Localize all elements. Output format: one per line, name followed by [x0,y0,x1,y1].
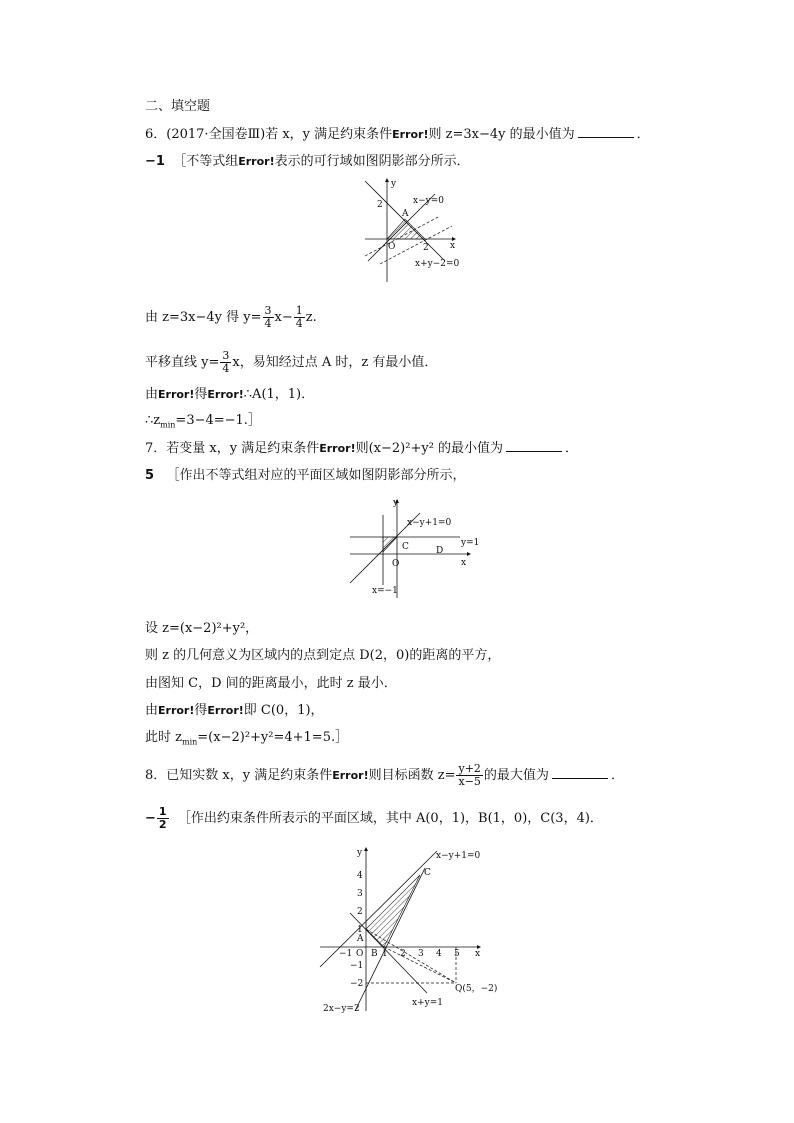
fraction [294,305,305,330]
fraction-numerator: 1 [158,805,167,818]
question-text: 若 x，y 满足约束条件 [265,127,393,142]
tick-x-3: 3 [418,949,424,959]
tick-y-4: 4 [357,871,363,881]
tick-x-minus-1: −1 [339,949,353,959]
fraction [263,305,274,330]
label-x: x [475,949,481,959]
label-x: x [450,241,456,251]
fraction-numerator: y+2 [458,762,481,775]
question-text: 则目标函数 z= [368,768,456,783]
solution-text: ［不等式组 [173,154,239,169]
figure-q7 [345,495,480,600]
q6-solution-line-1 [145,153,470,171]
error-marker: Error! [332,769,369,782]
figure-q6 [360,176,470,284]
label-l1: x−y+1=0 [436,851,481,861]
fraction-numerator: 3 [222,349,230,362]
q7-solution-line-2: 设 z=(x−2)²+y²， [145,621,259,636]
answer-blank [552,766,608,779]
error-marker: Error! [158,704,195,717]
subscript: min [160,420,176,430]
question-number: 8． [145,768,167,783]
q6-solution-line-5 [145,412,261,435]
q7-solution-line-4: 由图知 C，D 间的距离最小，此时 z 最小． [145,676,397,691]
label-A: A [357,934,364,944]
question-source: (2017·全国卷Ⅲ) [166,127,266,142]
question-text: 的最大值为 [483,768,549,783]
dashed-AQ [366,929,456,983]
q7-solution-line-5 [145,702,324,720]
answer-blank [506,439,562,452]
label-2-y: 2 [377,200,383,210]
tick-x-2: 2 [400,949,406,959]
solution-text: 由 [145,387,159,402]
question-end: ． [610,768,624,783]
error-marker: Error! [238,155,275,168]
fraction-denominator: 4 [222,362,230,375]
q8-solution-line-1 [145,806,603,831]
label-y: y [357,848,363,858]
answer: −1 [145,154,165,169]
question-end: ． [565,441,579,456]
label-O: O [356,949,364,959]
solution-text: 由 [145,703,159,718]
solution-text: 表示的可行域如图阴影部分所示． [274,154,470,169]
solution-text: 得 [194,703,208,718]
solution-text: 平移直线 y= [145,355,220,370]
question-text: 已知实数 x，y 满足约束条件 [166,768,333,783]
solution-text: ［作出约束条件所表示的平面区域，其中 A(0，1)，B(1，0)，C(3，4)． [177,811,603,826]
solution-text: z. [305,310,317,325]
label-y: y [393,498,399,508]
q6-solution-line-4 [145,386,314,404]
question-text: 则(x−2)²+y² 的最小值为 [355,441,504,456]
fraction [220,350,231,375]
fraction-numerator: 1 [295,304,303,317]
fraction-denominator: 2 [158,818,167,831]
label-y: y [391,179,397,189]
fraction-numerator: 3 [264,304,272,317]
tick-y-minus-1: −1 [350,961,364,971]
solution-text: 得 [194,387,208,402]
solution-text: 此时 z [145,730,182,745]
solution-text: 由 z=3x−4y 得 y= [145,310,262,325]
error-marker: Error! [207,704,244,717]
tick-y-1: 1 [357,925,363,935]
q7-solution-line-6 [145,729,348,752]
solution-text: ∴z [145,413,161,428]
question-text: 若变量 x，y 满足约束条件 [166,441,320,456]
label-2-x: 2 [423,243,429,253]
subscript: min [181,737,198,747]
figure-q8 [315,843,498,1015]
tick-y-2: 2 [357,907,363,917]
label-O: O [392,559,400,569]
question-6 [145,125,650,144]
q7-solution-line-3: 则 z 的几何意义为区域内的点到定点 D(2，0)的距离的平方， [145,648,501,663]
error-marker: Error! [319,442,356,455]
tick-y-minus-2: −2 [350,979,364,989]
answer: 5 [145,468,155,483]
solution-text: ∴A(1，1)． [243,387,315,402]
label-x-eq-minus-1: x=−1 [372,586,398,596]
line-2x-minus-y-eq-2 [355,868,425,1011]
label-B: B [371,949,378,959]
section-title: 二、填空题 [145,99,211,114]
label-C: C [402,542,409,552]
label-O: O [388,242,396,252]
feasible-region [383,537,397,552]
label-y1: y=1 [461,538,480,548]
fraction-denominator: 4 [295,317,303,330]
answer-blank [578,125,634,138]
solution-text: =3−4=−1.］ [175,413,261,428]
error-marker: Error! [158,388,195,401]
feasible-region [366,875,420,947]
tick-y-3: 3 [357,889,363,899]
solution-text: x，易知经过点 A 时，z 有最小值． [232,355,438,370]
fraction [456,763,482,788]
q7-solution-line-1 [145,467,465,485]
tick-x-4: 4 [436,949,442,959]
solution-text: x− [274,310,293,325]
question-8 [145,763,624,788]
question-number: 6． [145,127,167,142]
error-marker: Error! [392,128,429,141]
error-marker: Error! [207,388,244,401]
solution-text: 即 C(0，1)， [243,703,324,718]
label-Q: Q(5，−2) [455,984,498,994]
q6-solution-line-3 [145,350,437,375]
fraction-denominator: 4 [264,317,272,330]
solution-text: ［作出不等式组对应的平面区域如图阴影部分所示， [166,468,466,483]
label-x-minus-y: x−y=0 [413,196,444,206]
label-x-minus-y: x−y+1=0 [407,518,452,528]
label-D: D [436,546,444,556]
solution-text: =(x−2)²+y²=4+1=5.］ [197,730,349,745]
fraction-denominator: x−5 [458,775,481,788]
question-text: 则 z=3x−4y 的最小值为 [428,127,575,142]
label-l3: 2x−y=2 [323,1004,360,1014]
question-7 [145,439,578,458]
q6-solution-line-2 [145,305,317,330]
label-l2: x+y=1 [412,998,443,1008]
line-x-plus-y [365,181,445,261]
question-number: 7． [145,441,167,456]
label-C: C [424,868,431,878]
answer-fraction [157,806,169,831]
tick-x-1: 1 [382,949,388,959]
label-A: A [402,209,409,219]
answer-sign: − [145,811,156,826]
tick-x-5: 5 [454,949,460,959]
question-end: ． [636,127,650,142]
label-x: x [461,558,467,568]
label-x-plus-y: x+y−2=0 [415,259,460,269]
